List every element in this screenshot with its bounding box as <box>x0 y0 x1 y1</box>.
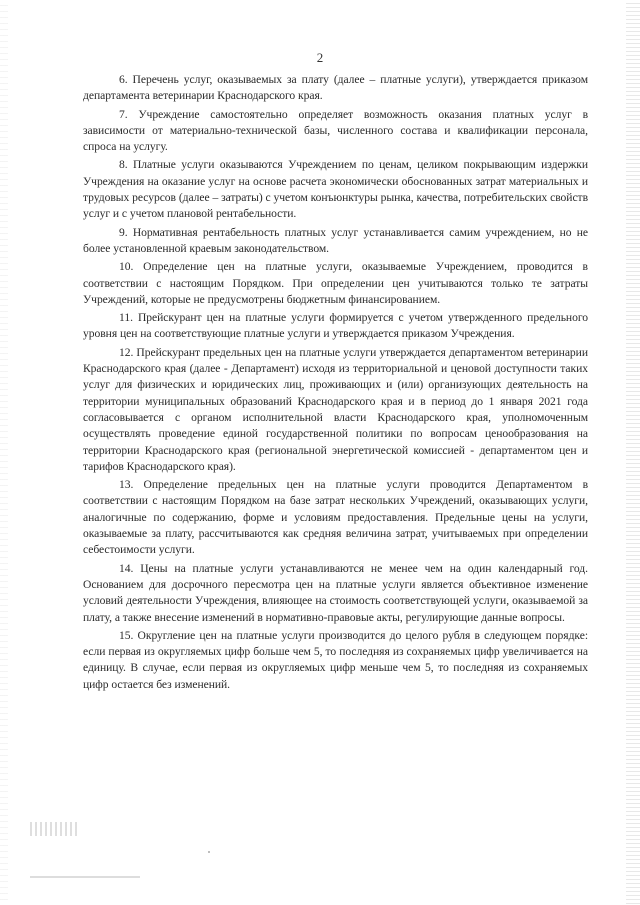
paragraph-14: 14. Цены на платные услуги устанавливаются не менее чем на один календарный год. Основанием для досрочного пересмотра цен на платные услуги является объективное изменение условий деятельности Учреждения, влияющее на стоимость соответствующей услуги, оказываемой за плату, а также внесение изменений в нормативно-правовые акты, регулирующие данные вопросы. <box>83 561 588 624</box>
document-body <box>83 72 588 695</box>
paragraph-8: 8. Платные услуги оказываются Учреждением по ценам, целиком покрывающим издержки Учреждения на оказание услуг на основе расчета экономически обоснованных затрат материальных и трудовых ресурсов (далее – затраты) с учетом конъюнктуры рынка, качества, потребительских свойств услуг и с учетом плановой рентабельности. <box>83 158 588 221</box>
paragraph-9: 9. Нормативная рентабельность платных услуг устанавливается самим учреждением, но не более установленной краевым законодательством. <box>83 225 588 255</box>
paragraph-15: 15. Округление цен на платные услуги производится до целого рубля в следующем порядке: если первая из округляемых цифр больше чем 5, то последняя из сохраняемых цифр увеличивается на единицу. В случае, если первая из округляемых цифр меньше чем 5, то последняя из сохраняемых цифр остается без изменений. <box>83 628 588 691</box>
scan-artifact-dot <box>208 851 210 853</box>
paragraph-12: 12. Прейскурант предельных цен на платные услуги утверждается департаментом ветеринарии Краснодарского края (далее - Департамент) исходя из территориальной и ценовой доступности таких услуг для физических и юридических лиц, проживающих и (или) организующих деятельность на территории муниципальных образований Краснодарского края и в период до 1 января 2021 года согласовывается с органом исполнительной власти Краснодарского края, уполномоченным осуществлять проведение единой государственной политики по вопросам ценообразования на территории Краснодарского края (региональной энергетической комиссией - департаментом цен и тарифов Краснодарского края). <box>83 345 588 473</box>
page-number: 2 <box>316 50 324 65</box>
scan-artifact-mark <box>30 822 78 836</box>
paragraph-13: 13. Определение предельных цен на платные услуги проводится Департаментом в соответствии с настоящим Порядком на базе затрат нескольких Учреждений, оказывающих услуги, аналогичные по содержанию, форме и условиям предоставления. Предельные цены на услуги, оказываемые за плату, рассчитываются как средняя величина затрат, учитываемых при определении себестоимости услуги. <box>83 478 588 557</box>
paragraph-11: 11. Прейскурант цен на платные услуги формируется с учетом утвержденного предельного уровня цен на соответствующие платные услуги и утверждается приказом Учреждения. <box>83 311 588 341</box>
paragraph-7: 7. Учреждение самостоятельно определяет возможность оказания платных услуг в зависимости от материально-технической базы, численного состава и квалификации персонала, спроса на услугу. <box>83 107 588 154</box>
paragraph-10: 10. Определение цен на платные услуги, оказываемые Учреждением, проводится в соответствии с настоящим Порядком. При определении цен учитываются только те затраты Учреждений, которые не предусмотрены бюджетным финансированием. <box>83 260 588 306</box>
scan-artifact-underline <box>30 876 140 878</box>
scan-edge-left <box>0 0 8 905</box>
paragraph-6: 6. Перечень услуг, оказываемых за плату (далее – платные услуги), утверждается приказом департамента ветеринарии Краснодарского края. <box>83 73 588 103</box>
scan-edge-right <box>626 0 640 905</box>
